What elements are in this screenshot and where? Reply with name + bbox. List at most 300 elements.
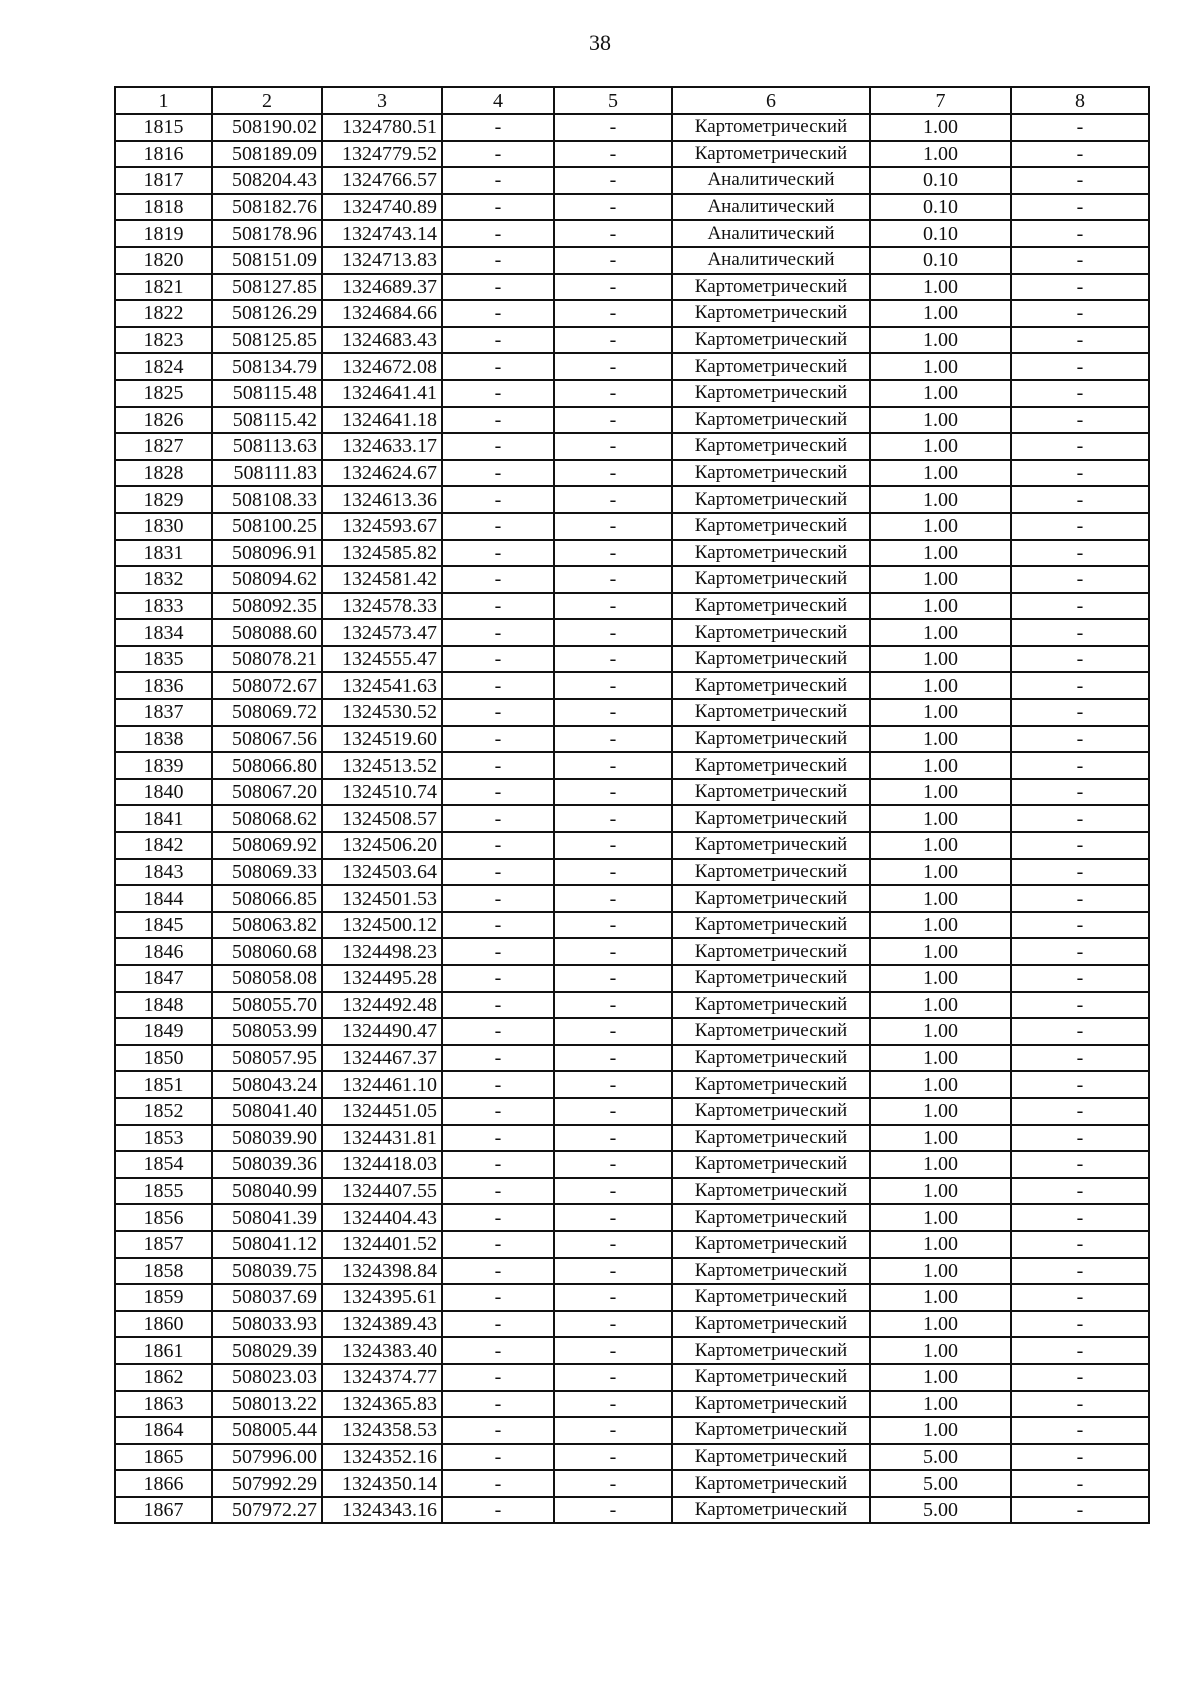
cell-col4: -: [442, 220, 554, 247]
cell-accuracy: 0.10: [870, 247, 1011, 274]
cell-col8: -: [1011, 1391, 1149, 1418]
cell-method: Картометрический: [672, 1497, 870, 1524]
cell-col8: -: [1011, 1098, 1149, 1125]
cell-col4: -: [442, 1231, 554, 1258]
cell-y-coordinate: 1324743.14: [322, 220, 442, 247]
cell-y-coordinate: 1324498.23: [322, 938, 442, 965]
cell-col4: -: [442, 859, 554, 886]
cell-col5: -: [554, 247, 672, 274]
cell-col5: -: [554, 992, 672, 1019]
cell-y-coordinate: 1324506.20: [322, 832, 442, 859]
cell-method: Аналитический: [672, 167, 870, 194]
cell-point-number: 1845: [115, 912, 212, 939]
table-row: [115, 1391, 1149, 1418]
cell-col8: -: [1011, 885, 1149, 912]
cell-col8: -: [1011, 965, 1149, 992]
cell-col5: -: [554, 912, 672, 939]
cell-col4: -: [442, 486, 554, 513]
cell-col8: -: [1011, 407, 1149, 434]
cell-col8: -: [1011, 1470, 1149, 1497]
table-row: [115, 938, 1149, 965]
cell-x-coordinate: 508041.40: [212, 1098, 322, 1125]
cell-accuracy: 1.00: [870, 274, 1011, 301]
cell-col4: -: [442, 114, 554, 141]
cell-y-coordinate: 1324641.18: [322, 407, 442, 434]
cell-accuracy: 1.00: [870, 965, 1011, 992]
cell-col5: -: [554, 274, 672, 301]
cell-accuracy: 1.00: [870, 380, 1011, 407]
cell-method: Картометрический: [672, 832, 870, 859]
cell-y-coordinate: 1324407.55: [322, 1178, 442, 1205]
table-row: [115, 1258, 1149, 1285]
cell-col5: -: [554, 1364, 672, 1391]
cell-point-number: 1860: [115, 1311, 212, 1338]
cell-col5: -: [554, 1470, 672, 1497]
cell-x-coordinate: 508111.83: [212, 460, 322, 487]
table-row: [115, 1125, 1149, 1152]
cell-y-coordinate: 1324530.52: [322, 699, 442, 726]
cell-point-number: 1830: [115, 513, 212, 540]
cell-x-coordinate: 508041.12: [212, 1231, 322, 1258]
cell-y-coordinate: 1324613.36: [322, 486, 442, 513]
cell-accuracy: 1.00: [870, 1391, 1011, 1418]
table-row: [115, 353, 1149, 380]
cell-accuracy: 5.00: [870, 1444, 1011, 1471]
cell-col8: -: [1011, 1231, 1149, 1258]
cell-x-coordinate: 508039.36: [212, 1151, 322, 1178]
cell-col8: -: [1011, 380, 1149, 407]
cell-col4: -: [442, 513, 554, 540]
cell-x-coordinate: 507992.29: [212, 1470, 322, 1497]
cell-method: Картометрический: [672, 859, 870, 886]
cell-col5: -: [554, 1284, 672, 1311]
cell-point-number: 1851: [115, 1071, 212, 1098]
cell-y-coordinate: 1324713.83: [322, 247, 442, 274]
cell-method: Картометрический: [672, 619, 870, 646]
cell-col5: -: [554, 566, 672, 593]
cell-col4: -: [442, 353, 554, 380]
cell-col8: -: [1011, 1444, 1149, 1471]
column-header-2: 2: [212, 87, 322, 114]
cell-x-coordinate: 508113.63: [212, 433, 322, 460]
table-row: [115, 380, 1149, 407]
cell-accuracy: 1.00: [870, 1178, 1011, 1205]
cell-col8: -: [1011, 540, 1149, 567]
cell-col8: -: [1011, 752, 1149, 779]
cell-col5: -: [554, 1417, 672, 1444]
cell-y-coordinate: 1324500.12: [322, 912, 442, 939]
cell-point-number: 1863: [115, 1391, 212, 1418]
page-number: 38: [589, 30, 611, 55]
cell-y-coordinate: 1324365.83: [322, 1391, 442, 1418]
cell-point-number: 1856: [115, 1204, 212, 1231]
column-header-3: 3: [322, 87, 442, 114]
cell-method: Картометрический: [672, 1364, 870, 1391]
cell-col4: -: [442, 1497, 554, 1524]
table-row: [115, 1311, 1149, 1338]
cell-col8: -: [1011, 672, 1149, 699]
cell-accuracy: 1.00: [870, 752, 1011, 779]
cell-col5: -: [554, 1204, 672, 1231]
cell-method: Картометрический: [672, 1470, 870, 1497]
cell-col4: -: [442, 540, 554, 567]
cell-point-number: 1861: [115, 1337, 212, 1364]
cell-accuracy: 1.00: [870, 1098, 1011, 1125]
cell-col4: -: [442, 1151, 554, 1178]
cell-accuracy: 1.00: [870, 699, 1011, 726]
cell-x-coordinate: 508151.09: [212, 247, 322, 274]
cell-method: Картометрический: [672, 726, 870, 753]
table-row: [115, 486, 1149, 513]
cell-y-coordinate: 1324395.61: [322, 1284, 442, 1311]
cell-accuracy: 1.00: [870, 1337, 1011, 1364]
cell-col8: -: [1011, 593, 1149, 620]
cell-col5: -: [554, 1125, 672, 1152]
cell-col5: -: [554, 859, 672, 886]
cell-col4: -: [442, 1364, 554, 1391]
cell-x-coordinate: 508029.39: [212, 1337, 322, 1364]
cell-col5: -: [554, 114, 672, 141]
cell-y-coordinate: 1324519.60: [322, 726, 442, 753]
table-row: [115, 1098, 1149, 1125]
cell-x-coordinate: 508134.79: [212, 353, 322, 380]
cell-accuracy: 0.10: [870, 194, 1011, 221]
cell-col8: -: [1011, 460, 1149, 487]
cell-col4: -: [442, 992, 554, 1019]
cell-col4: -: [442, 938, 554, 965]
cell-x-coordinate: 508039.90: [212, 1125, 322, 1152]
cell-y-coordinate: 1324740.89: [322, 194, 442, 221]
cell-col4: -: [442, 1337, 554, 1364]
cell-col8: -: [1011, 1071, 1149, 1098]
cell-point-number: 1840: [115, 779, 212, 806]
cell-col8: -: [1011, 566, 1149, 593]
cell-point-number: 1821: [115, 274, 212, 301]
cell-method: Картометрический: [672, 380, 870, 407]
cell-col8: -: [1011, 513, 1149, 540]
cell-col5: -: [554, 460, 672, 487]
table-row: [115, 593, 1149, 620]
cell-col5: -: [554, 832, 672, 859]
cell-accuracy: 0.10: [870, 220, 1011, 247]
cell-method: Картометрический: [672, 274, 870, 301]
cell-accuracy: 1.00: [870, 885, 1011, 912]
cell-y-coordinate: 1324501.53: [322, 885, 442, 912]
table-row: [115, 513, 1149, 540]
cell-point-number: 1829: [115, 486, 212, 513]
cell-col4: -: [442, 1444, 554, 1471]
cell-method: Картометрический: [672, 1204, 870, 1231]
cell-y-coordinate: 1324573.47: [322, 619, 442, 646]
cell-y-coordinate: 1324389.43: [322, 1311, 442, 1338]
cell-y-coordinate: 1324461.10: [322, 1071, 442, 1098]
cell-point-number: 1852: [115, 1098, 212, 1125]
cell-method: Картометрический: [672, 433, 870, 460]
cell-x-coordinate: 508092.35: [212, 593, 322, 620]
table-row: [115, 247, 1149, 274]
cell-accuracy: 1.00: [870, 726, 1011, 753]
cell-x-coordinate: 508067.20: [212, 779, 322, 806]
cell-y-coordinate: 1324418.03: [322, 1151, 442, 1178]
cell-accuracy: 1.00: [870, 992, 1011, 1019]
cell-col4: -: [442, 1204, 554, 1231]
cell-y-coordinate: 1324766.57: [322, 167, 442, 194]
cell-x-coordinate: 508013.22: [212, 1391, 322, 1418]
cell-col5: -: [554, 779, 672, 806]
cell-x-coordinate: 508067.56: [212, 726, 322, 753]
table-row: [115, 1337, 1149, 1364]
cell-col5: -: [554, 752, 672, 779]
cell-y-coordinate: 1324358.53: [322, 1417, 442, 1444]
table-row: [115, 1018, 1149, 1045]
cell-y-coordinate: 1324780.51: [322, 114, 442, 141]
cell-col5: -: [554, 1178, 672, 1205]
cell-col4: -: [442, 965, 554, 992]
table-row: [115, 859, 1149, 886]
column-header-4: 4: [442, 87, 554, 114]
table-row: [115, 566, 1149, 593]
cell-col5: -: [554, 805, 672, 832]
cell-method: Картометрический: [672, 114, 870, 141]
cell-y-coordinate: 1324633.17: [322, 433, 442, 460]
cell-col5: -: [554, 220, 672, 247]
cell-method: Картометрический: [672, 540, 870, 567]
cell-col8: -: [1011, 486, 1149, 513]
cell-y-coordinate: 1324495.28: [322, 965, 442, 992]
cell-x-coordinate: 508126.29: [212, 300, 322, 327]
table-header-row: [115, 87, 1149, 114]
column-header-8: 8: [1011, 87, 1149, 114]
table-row: [115, 1444, 1149, 1471]
cell-point-number: 1853: [115, 1125, 212, 1152]
cell-point-number: 1850: [115, 1045, 212, 1072]
table-row: [115, 1497, 1149, 1524]
cell-col8: -: [1011, 1178, 1149, 1205]
cell-col4: -: [442, 832, 554, 859]
table-row: [115, 1178, 1149, 1205]
cell-col5: -: [554, 1311, 672, 1338]
table-row: [115, 167, 1149, 194]
cell-col5: -: [554, 1045, 672, 1072]
table-row: [115, 1045, 1149, 1072]
cell-col8: -: [1011, 1337, 1149, 1364]
cell-col4: -: [442, 167, 554, 194]
cell-col8: -: [1011, 274, 1149, 301]
cell-point-number: 1819: [115, 220, 212, 247]
cell-col5: -: [554, 194, 672, 221]
cell-accuracy: 1.00: [870, 114, 1011, 141]
table-row: [115, 672, 1149, 699]
cell-y-coordinate: 1324624.67: [322, 460, 442, 487]
table-row: [115, 220, 1149, 247]
cell-col5: -: [554, 167, 672, 194]
cell-method: Картометрический: [672, 353, 870, 380]
cell-y-coordinate: 1324508.57: [322, 805, 442, 832]
cell-col5: -: [554, 885, 672, 912]
cell-x-coordinate: 508040.99: [212, 1178, 322, 1205]
cell-y-coordinate: 1324683.43: [322, 327, 442, 354]
cell-col8: -: [1011, 1417, 1149, 1444]
cell-y-coordinate: 1324593.67: [322, 513, 442, 540]
cell-x-coordinate: 508053.99: [212, 1018, 322, 1045]
cell-point-number: 1849: [115, 1018, 212, 1045]
cell-x-coordinate: 508069.72: [212, 699, 322, 726]
cell-method: Картометрический: [672, 1071, 870, 1098]
cell-col4: -: [442, 805, 554, 832]
cell-method: Картометрический: [672, 327, 870, 354]
cell-method: Картометрический: [672, 672, 870, 699]
cell-x-coordinate: 508055.70: [212, 992, 322, 1019]
cell-x-coordinate: 508190.02: [212, 114, 322, 141]
table-row: [115, 274, 1149, 301]
cell-y-coordinate: 1324350.14: [322, 1470, 442, 1497]
cell-point-number: 1818: [115, 194, 212, 221]
table-row: [115, 1071, 1149, 1098]
cell-method: Картометрический: [672, 1178, 870, 1205]
column-header-6: 6: [672, 87, 870, 114]
cell-col4: -: [442, 646, 554, 673]
cell-point-number: 1862: [115, 1364, 212, 1391]
cell-y-coordinate: 1324352.16: [322, 1444, 442, 1471]
cell-col5: -: [554, 141, 672, 168]
cell-method: Картометрический: [672, 1444, 870, 1471]
cell-point-number: 1823: [115, 327, 212, 354]
cell-x-coordinate: 508094.62: [212, 566, 322, 593]
cell-accuracy: 1.00: [870, 353, 1011, 380]
cell-col8: -: [1011, 912, 1149, 939]
cell-accuracy: 1.00: [870, 1364, 1011, 1391]
cell-col5: -: [554, 1098, 672, 1125]
cell-y-coordinate: 1324503.64: [322, 859, 442, 886]
cell-col4: -: [442, 699, 554, 726]
table-row: [115, 1470, 1149, 1497]
cell-accuracy: 1.00: [870, 486, 1011, 513]
cell-col4: -: [442, 566, 554, 593]
cell-col4: -: [442, 1098, 554, 1125]
cell-method: Картометрический: [672, 965, 870, 992]
cell-accuracy: 5.00: [870, 1497, 1011, 1524]
cell-col4: -: [442, 779, 554, 806]
cell-col8: -: [1011, 1311, 1149, 1338]
cell-method: Аналитический: [672, 247, 870, 274]
cell-method: Картометрический: [672, 805, 870, 832]
table-row: [115, 540, 1149, 567]
cell-point-number: 1838: [115, 726, 212, 753]
cell-method: Картометрический: [672, 1125, 870, 1152]
cell-col4: -: [442, 1417, 554, 1444]
cell-accuracy: 1.00: [870, 407, 1011, 434]
cell-point-number: 1815: [115, 114, 212, 141]
cell-col8: -: [1011, 167, 1149, 194]
cell-col5: -: [554, 1151, 672, 1178]
table-row: [115, 965, 1149, 992]
cell-y-coordinate: 1324490.47: [322, 1018, 442, 1045]
cell-point-number: 1831: [115, 540, 212, 567]
cell-col5: -: [554, 1071, 672, 1098]
cell-col4: -: [442, 885, 554, 912]
cell-point-number: 1847: [115, 965, 212, 992]
cell-accuracy: 1.00: [870, 859, 1011, 886]
cell-point-number: 1834: [115, 619, 212, 646]
table-body: [115, 114, 1149, 1523]
column-header-5: 5: [554, 87, 672, 114]
cell-point-number: 1859: [115, 1284, 212, 1311]
cell-accuracy: 1.00: [870, 1018, 1011, 1045]
cell-col8: -: [1011, 1125, 1149, 1152]
cell-method: Аналитический: [672, 194, 870, 221]
table-row: [115, 992, 1149, 1019]
cell-y-coordinate: 1324689.37: [322, 274, 442, 301]
cell-accuracy: 1.00: [870, 1151, 1011, 1178]
cell-accuracy: 1.00: [870, 593, 1011, 620]
cell-col4: -: [442, 407, 554, 434]
cell-col4: -: [442, 433, 554, 460]
cell-y-coordinate: 1324383.40: [322, 1337, 442, 1364]
cell-x-coordinate: 508043.24: [212, 1071, 322, 1098]
cell-col8: -: [1011, 1204, 1149, 1231]
cell-method: Картометрический: [672, 460, 870, 487]
cell-method: Картометрический: [672, 1231, 870, 1258]
cell-accuracy: 1.00: [870, 566, 1011, 593]
cell-accuracy: 1.00: [870, 779, 1011, 806]
cell-x-coordinate: 508066.85: [212, 885, 322, 912]
cell-col5: -: [554, 540, 672, 567]
column-header-1: 1: [115, 87, 212, 114]
cell-col8: -: [1011, 699, 1149, 726]
table-row: [115, 141, 1149, 168]
cell-col8: -: [1011, 805, 1149, 832]
cell-col8: -: [1011, 938, 1149, 965]
cell-col4: -: [442, 380, 554, 407]
cell-x-coordinate: 508096.91: [212, 540, 322, 567]
cell-col8: -: [1011, 247, 1149, 274]
cell-method: Картометрический: [672, 1391, 870, 1418]
table-row: [115, 912, 1149, 939]
cell-col4: -: [442, 194, 554, 221]
cell-col5: -: [554, 1444, 672, 1471]
cell-point-number: 1832: [115, 566, 212, 593]
cell-x-coordinate: 508100.25: [212, 513, 322, 540]
cell-accuracy: 1.00: [870, 460, 1011, 487]
cell-y-coordinate: 1324398.84: [322, 1258, 442, 1285]
cell-col8: -: [1011, 1364, 1149, 1391]
cell-col8: -: [1011, 327, 1149, 354]
cell-accuracy: 1.00: [870, 619, 1011, 646]
cell-x-coordinate: 508204.43: [212, 167, 322, 194]
cell-col8: -: [1011, 1018, 1149, 1045]
cell-col8: -: [1011, 832, 1149, 859]
cell-col5: -: [554, 672, 672, 699]
cell-accuracy: 1.00: [870, 1231, 1011, 1258]
cell-x-coordinate: 508068.62: [212, 805, 322, 832]
cell-x-coordinate: 508041.39: [212, 1204, 322, 1231]
cell-col8: -: [1011, 1045, 1149, 1072]
cell-accuracy: 1.00: [870, 327, 1011, 354]
cell-col4: -: [442, 672, 554, 699]
cell-accuracy: 1.00: [870, 672, 1011, 699]
coordinates-table: [114, 86, 1150, 1524]
cell-point-number: 1836: [115, 672, 212, 699]
table-row: [115, 779, 1149, 806]
cell-col5: -: [554, 699, 672, 726]
cell-point-number: 1833: [115, 593, 212, 620]
cell-method: Картометрический: [672, 593, 870, 620]
cell-y-coordinate: 1324451.05: [322, 1098, 442, 1125]
cell-col5: -: [554, 1337, 672, 1364]
cell-col4: -: [442, 141, 554, 168]
cell-method: Картометрический: [672, 1311, 870, 1338]
cell-col8: -: [1011, 646, 1149, 673]
